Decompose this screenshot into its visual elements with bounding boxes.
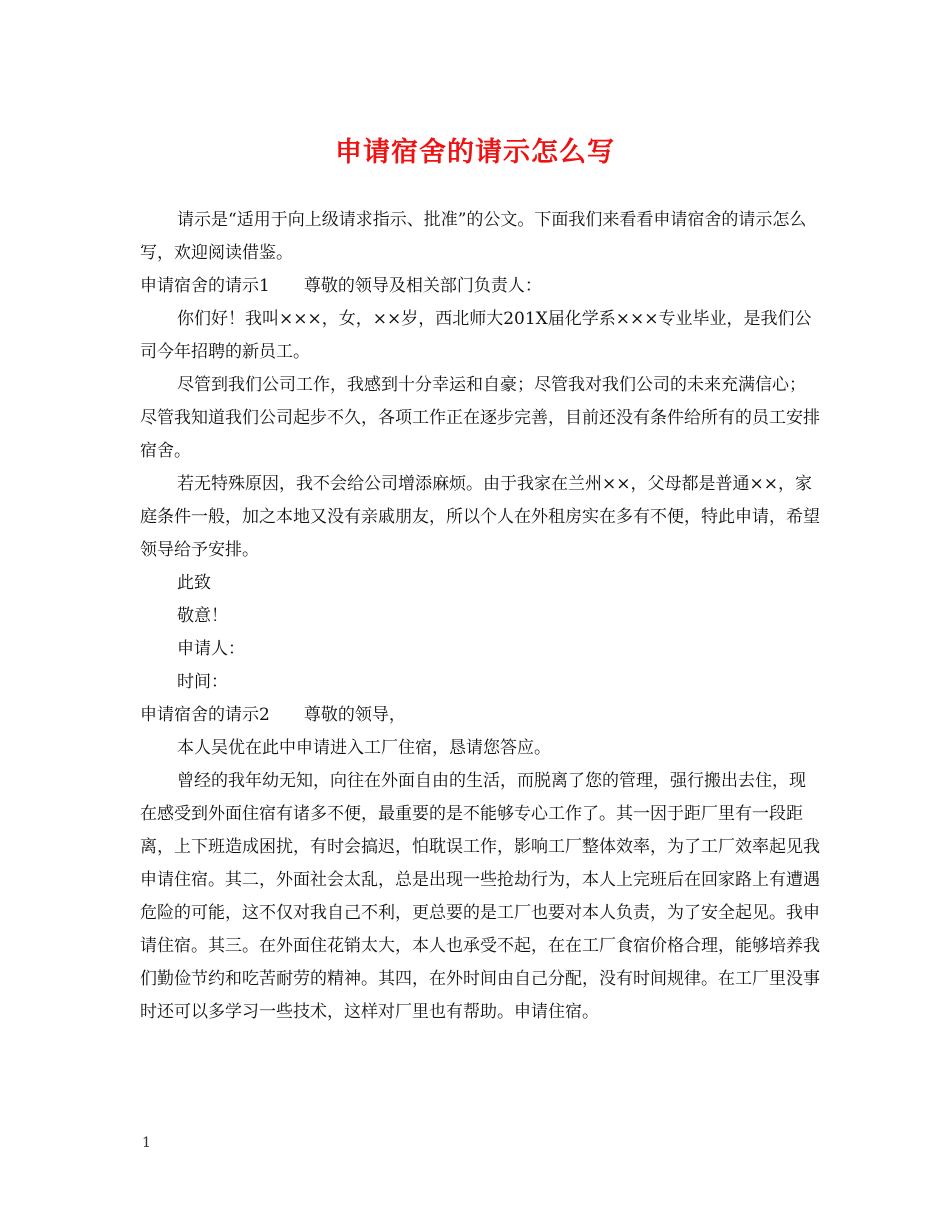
intro-paragraph: 请示是“适用于向上级请求指示、批准”的公文。下面我们来看看申请宿舍的请示怎么写，欢迎阅读借鉴。: [140, 210, 807, 263]
section-1-heading: 申请宿舍的请示1 尊敬的领导及相关部门负责人：: [140, 276, 542, 296]
closing-salutation: 此致: [177, 573, 211, 593]
section-1-paragraph: 尽管到我们公司工作，我感到十分幸运和自豪；尽管我对我们公司的未来充满信心；尽管我知道我们公司起步不久，各项工作正在逐步完善，目前还没有条件给所有的员工安排宿舍。: [140, 375, 820, 461]
document-body: [140, 204, 820, 1029]
section-1-paragraph: 你们好！我叫×××，女，××岁，西北师大201X届化学系×××专业毕业，是我们公司今年招聘的新员工。: [140, 309, 812, 362]
applicant-label: 申请人：: [177, 639, 245, 659]
page-number: 1: [142, 1135, 151, 1151]
date-label: 时间：: [177, 672, 228, 692]
closing-regards: 敬意！: [177, 606, 228, 626]
section-2-heading: 申请宿舍的请示2 尊敬的领导，: [140, 705, 406, 725]
section-2-paragraph: 曾经的我年幼无知，向往在外面自由的生活，而脱离了您的管理，强行搬出去住，现在感受到外面住宿有诸多不便，最重要的是不能够专心工作了。其一因于距厂里有一段距离，上下班造成困扰，有时会搞迟，怕耽误工作，影响工厂整体效率，为了工厂效率起见我申请住宿。其二，外面社会太乱，总是出现一些抢劫行为，本人上完班后在回家路上有遭遇危险的可能，这不仅对我自己不利，更总要的是工厂也要对本人负责，为了安全起见。我申请住宿。其三。在外面住花销太大，本人也承受不起，在在工厂食宿价格合理，能够培养我们勤俭节约和吃苦耐劳的精神。其四，在外时间由自己分配，没有时间规律。在工厂里没事时还可以多学习一些技术，这样对厂里也有帮助。申请住宿。: [140, 771, 820, 1022]
section-2-paragraph: 本人吴优在此中申请进入工厂住宿，恳请您答应。: [177, 738, 551, 758]
document-title: 申请宿舍的请示怎么写: [335, 137, 615, 168]
section-1-paragraph: 若无特殊原因，我不会给公司增添麻烦。由于我家在兰州××，父母都是普通××，家庭条件一般，加之本地又没有亲戚朋友，所以个人在外租房实在多有不便，特此申请，希望领导给予安排。: [140, 474, 820, 560]
